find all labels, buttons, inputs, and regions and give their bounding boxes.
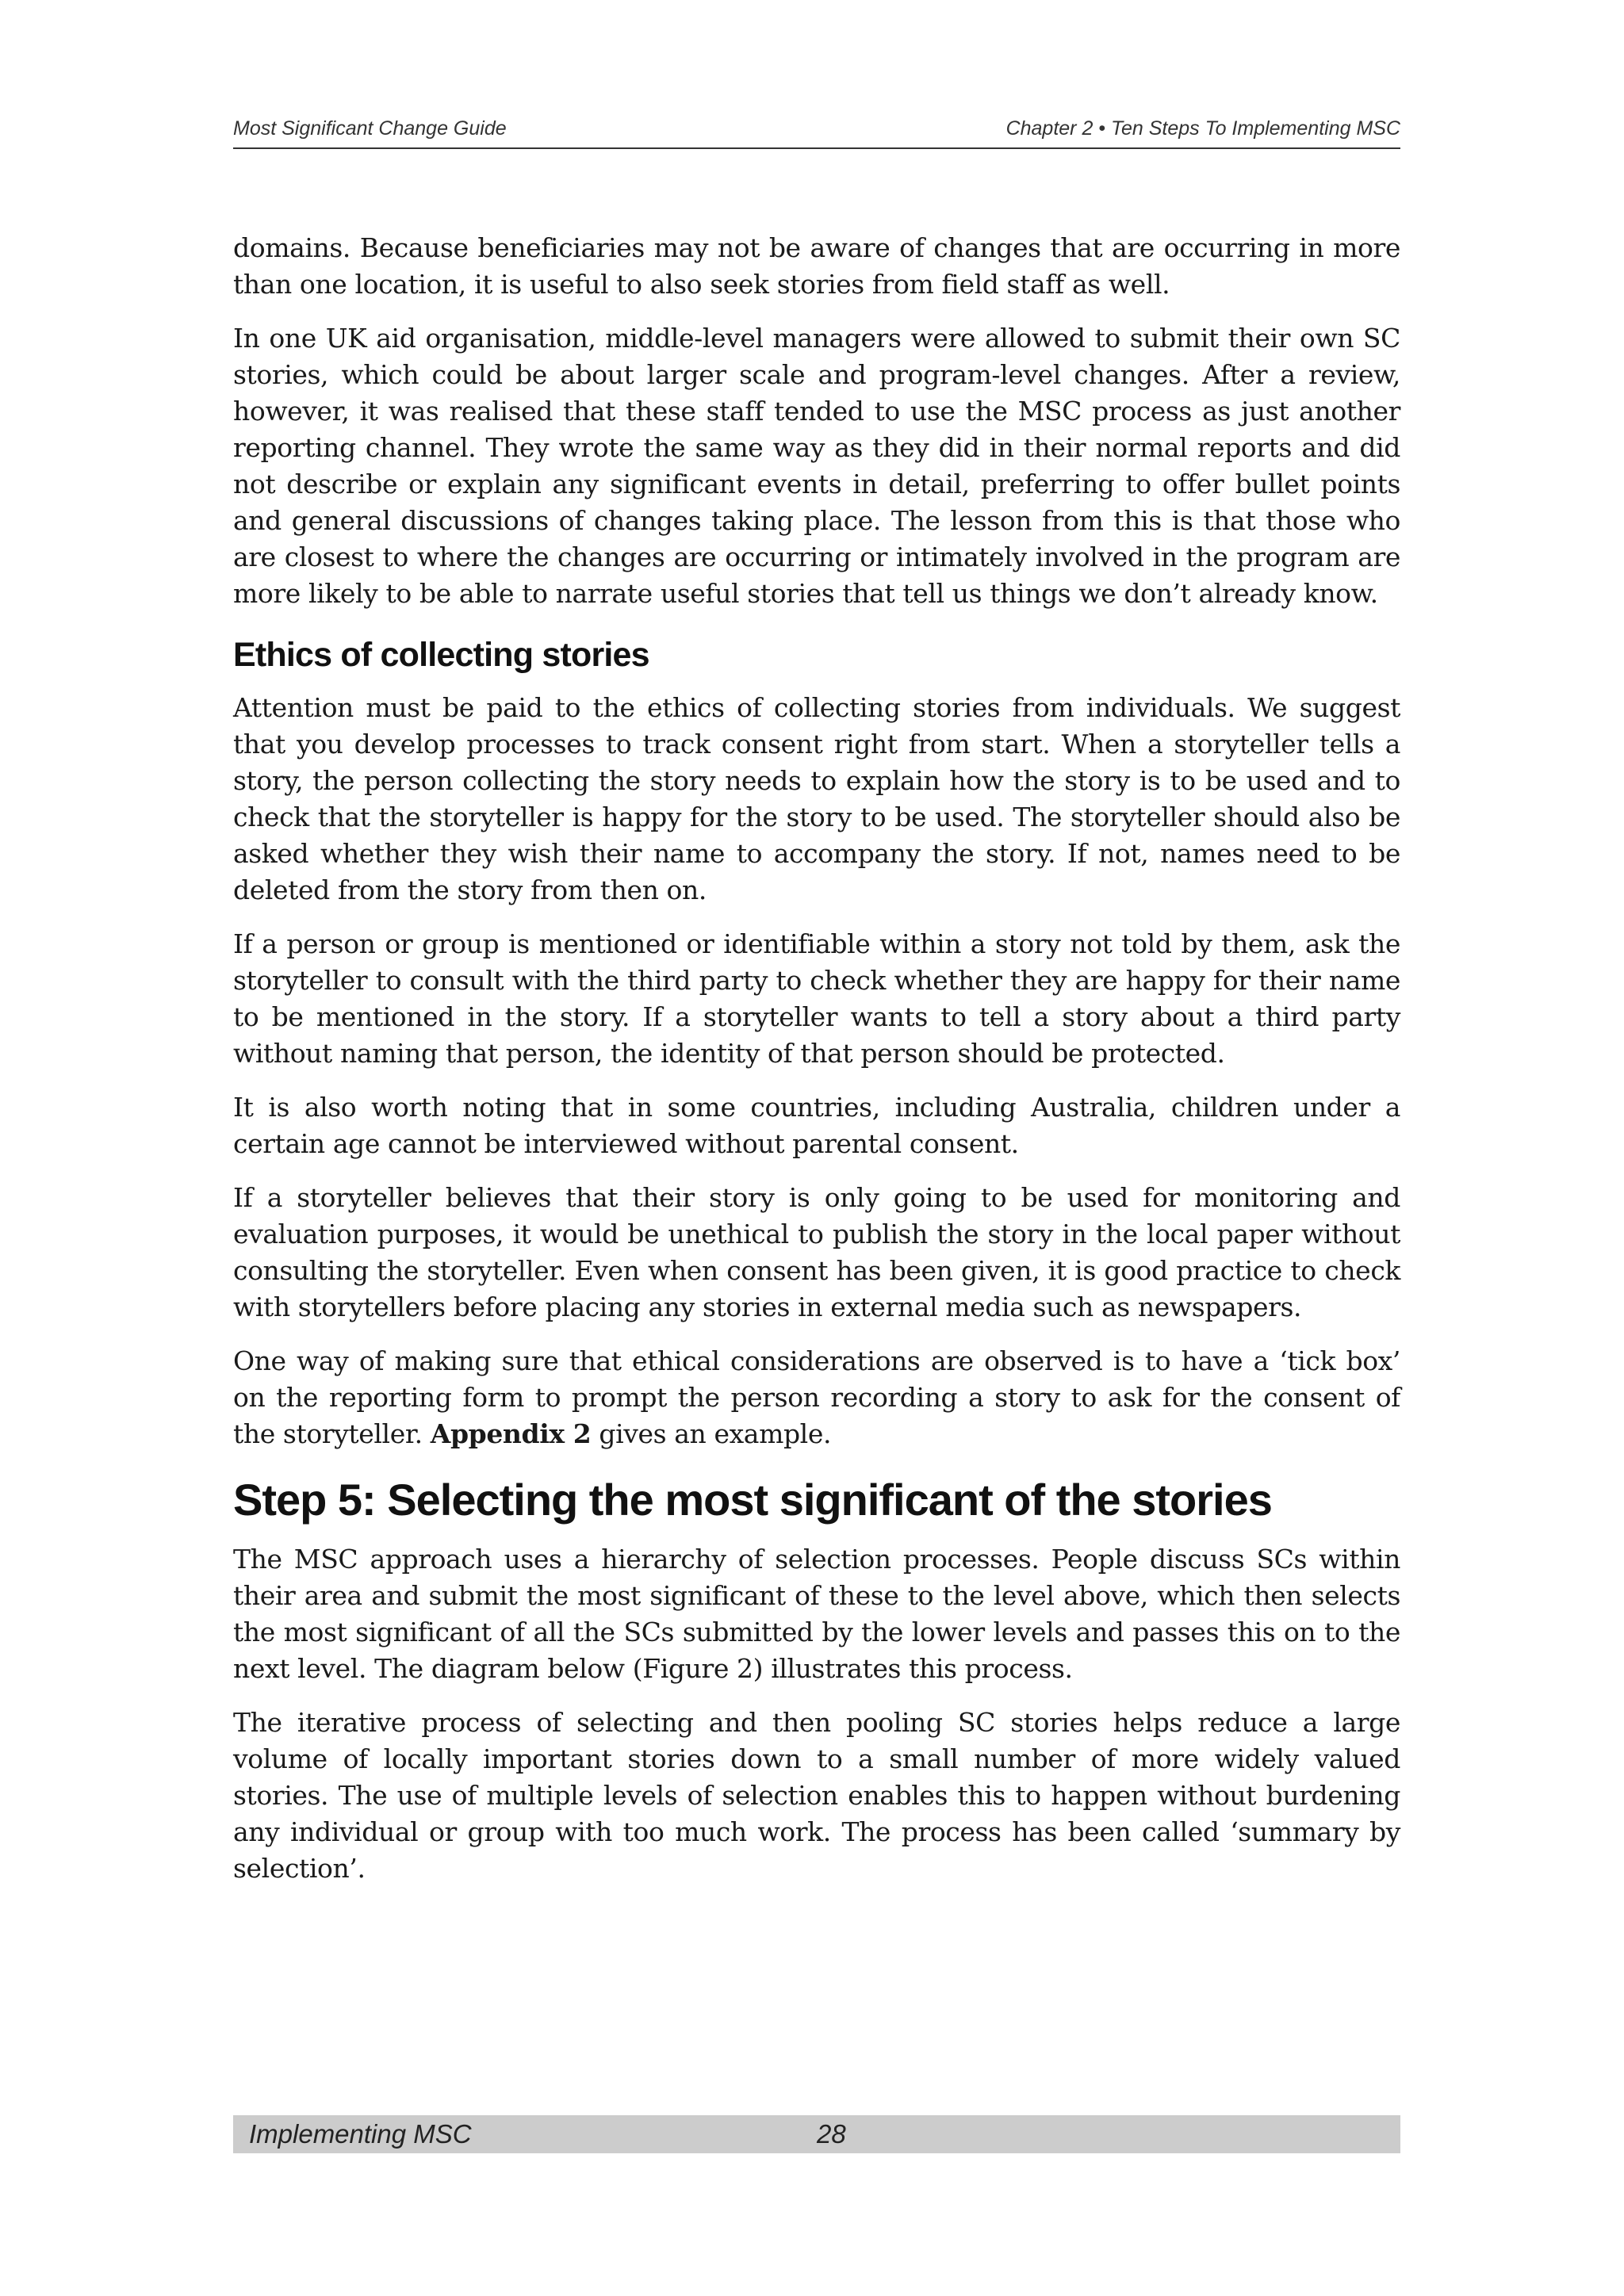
tick-box-text-end: gives an example. — [591, 1418, 832, 1449]
tick-box-text: One way of making sure that ethical considerations are observed is to have a ‘tick box’ on the reporting form to prompt the person recording a story to ask for the consent of the storyteller. — [233, 1345, 1400, 1449]
page-footer — [233, 2115, 1400, 2153]
page-content — [233, 230, 1400, 1904]
page-header — [233, 117, 1400, 149]
heading-ethics: Ethics of collecting stories — [233, 636, 649, 674]
paragraph-iterative: The iterative process of selecting and then pooling SC stories helps reduce a large volume of locally important stories down to a small number of more widely valued stories. The use of multiple levels of selection enables this to happen without burdening any individual or group with too much work. The process has been called ‘summary by selection’. — [233, 1707, 1400, 1884]
paragraph-domains: domains. Because beneficiaries may not be aware of changes that are occurring in more than one location, it is useful to also seek stories from field staff as well. — [233, 232, 1400, 300]
paragraph-tick-box — [233, 1343, 1400, 1452]
footer-section-title: Implementing MSC — [249, 2119, 472, 2149]
header-chapter-title: Chapter 2 • Ten Steps To Implementing MSC — [1005, 117, 1400, 140]
header-guide-title: Most Significant Change Guide — [233, 117, 507, 140]
paragraph-monitoring: If a storyteller believes that their story is only going to be used for monitoring and evaluation purposes, it would be unethical to publish the story in the local paper without consulting the storyteller. Even when consent has been given, it is good practice to check with storytellers before placing any stories in external media such as newspapers. — [233, 1182, 1400, 1322]
appendix-reference: Appendix 2 — [430, 1418, 592, 1449]
paragraph-children: It is also worth noting that in some countries, including Australia, children under a certain age cannot be interviewed without parental consent. — [233, 1092, 1400, 1159]
paragraph-uk-aid: In one UK aid organisation, middle-level managers were allowed to submit their own SC stories, which could be about larger scale and program-level changes. After a review, however, it was realised that these staff tended to use the MSC process as just another reporting channel. They wrote the same way as they did in their normal reports and did not describe or explain any significant events in detail, preferring to offer bullet points and general discussions of changes taking place. The lesson from this is that those who are closest to where the changes are occurring or intimately involved in the program are more likely to be able to narrate useful stories that tell us things we don’t already know. — [233, 323, 1400, 609]
paragraph-ethics-attention: Attention must be paid to the ethics of collecting stories from individuals. We suggest that you develop processes to track consent right from start. When a storyteller tells a story, the person collecting the story needs to explain how the story is to be used and to check that the storyteller is happy for the story to be used. The storyteller should also be asked whether they wish their name to accompany the story. If not, names need to be deleted from the story from then on. — [233, 692, 1400, 905]
paragraph-hierarchy: The MSC approach uses a hierarchy of selection processes. People discuss SCs within their area and submit the most significant of these to the level above, which then selects the most significant of all the SCs submitted by the lower levels and passes this on to the next level. The diagram below (Figure 2) illustrates this process. — [233, 1544, 1400, 1684]
page-number: 28 — [817, 2119, 846, 2149]
heading-step-5: Step 5: Selecting the most significant of the stories — [233, 1475, 1272, 1525]
paragraph-third-party: If a person or group is mentioned or identifiable within a story not told by them, ask the storyteller to consult with the third party to check whether they are happy for their name to be mentioned in the story. If a storyteller wants to tell a story about a third party without naming that person, the identity of that person should be protected. — [233, 928, 1400, 1069]
